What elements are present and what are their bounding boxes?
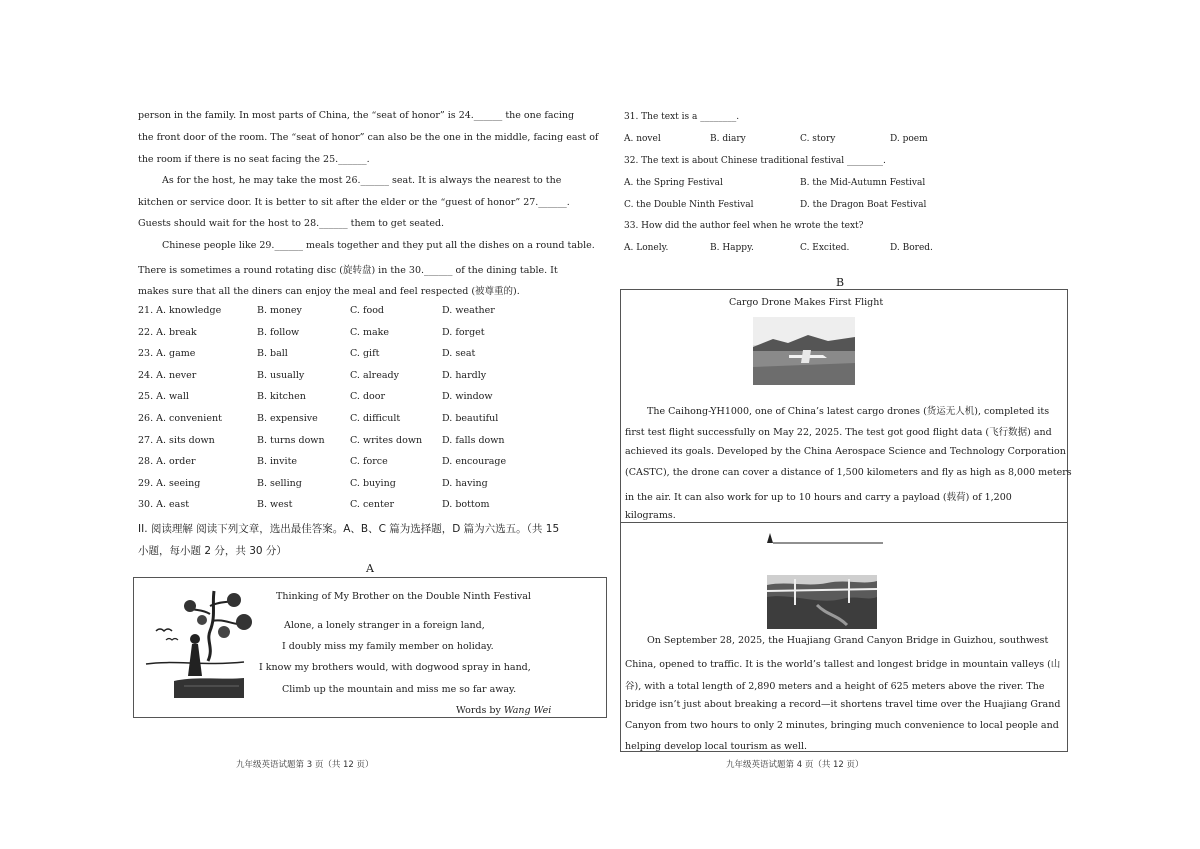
option-item[interactable]: D. having: [442, 477, 488, 489]
section-b-label: B: [836, 276, 845, 289]
option-32d[interactable]: D. the Dragon Boat Festival: [800, 200, 927, 210]
option-31b[interactable]: B. diary: [710, 134, 746, 144]
page-footer-3: 九年级英语试题第 3 页（共 12 页）: [236, 760, 374, 770]
passage-line: kitchen or service door. It is better to sit after the elder or the “guest of honor” 27.______.: [138, 197, 570, 208]
page-footer-4: 九年级英语试题第 4 页（共 12 页）: [726, 760, 864, 770]
option-item[interactable]: B. usually: [257, 369, 305, 381]
option-item[interactable]: D. beautiful: [442, 413, 499, 424]
option-item[interactable]: B. selling: [257, 477, 302, 489]
passage-line: the room if there is no seat facing the 25.______.: [138, 154, 370, 165]
news-line: achieved its goals. Developed by the China Aerospace Science and Technology Corporation: [625, 446, 1066, 457]
poem-credit-prefix: Words by: [456, 705, 504, 716]
poem-author: Wang Wei: [503, 705, 552, 716]
section-a-label: A: [366, 562, 374, 575]
option-item[interactable]: D. bottom: [442, 499, 490, 511]
news-line: in the air. It can also work for up to 10 hours and carry a payload (载荷) of 1,200: [625, 492, 1012, 503]
option-item[interactable]: C. food: [350, 305, 385, 316]
option-item[interactable]: B. west: [257, 499, 293, 511]
news-line: Canyon from two hours to only 2 minutes, bringing much convenience to local people and: [625, 720, 1059, 731]
option-item[interactable]: C. writes down: [350, 434, 423, 446]
option-31a[interactable]: A. novel: [624, 134, 661, 144]
option-item-a[interactable]: 27. A. sits down: [138, 434, 215, 446]
option-item-a[interactable]: 25. A. wall: [138, 391, 189, 403]
option-item[interactable]: B. expensive: [257, 413, 318, 424]
option-31d[interactable]: D. poem: [890, 134, 928, 144]
option-item[interactable]: C. difficult: [350, 413, 401, 424]
option-item[interactable]: D. forget: [442, 326, 485, 338]
option-32b[interactable]: B. the Mid-Autumn Festival: [800, 178, 926, 188]
option-item[interactable]: B. kitchen: [257, 391, 306, 403]
option-33a[interactable]: A. Lonely.: [624, 243, 669, 253]
news-line: On September 28, 2025, the Huajiang Grand Canyon Bridge in Guizhou, southwest: [647, 635, 1049, 646]
option-item[interactable]: B. invite: [257, 456, 298, 468]
passage-line: Guests should wait for the host to 28.______ them to get seated.: [138, 218, 445, 229]
news-line: first test flight successfully on May 22, 2025. The test got good flight data (飞行数据) and: [625, 427, 1052, 438]
news-line: bridge isn’t just about breaking a record—it shortens travel time over the Huajiang Grand: [625, 699, 1061, 710]
news-line: The Caihong-YH1000, one of China’s latest cargo drones (货运无人机), completed its: [647, 406, 1050, 417]
option-33b[interactable]: B. Happy.: [710, 243, 754, 253]
poem-box: [133, 577, 607, 718]
option-item[interactable]: C. door: [350, 391, 386, 403]
news-title-drone: Cargo Drone Makes First Flight: [729, 297, 884, 308]
option-item[interactable]: D. weather: [442, 305, 495, 316]
option-32c[interactable]: C. the Double Ninth Festival: [624, 200, 754, 210]
option-item[interactable]: B. follow: [257, 326, 300, 338]
reading-instruction: II. 阅读理解 阅读下列文章，选出最佳答案。A、B、C 篇为选择题，D 篇为六选五。（共 15: [138, 523, 560, 535]
option-item-a[interactable]: 24. A. never: [138, 369, 197, 381]
option-item[interactable]: B. ball: [257, 348, 288, 360]
question-33-stem: 33. How did the author feel when he wrote the text?: [624, 221, 864, 231]
news-box-bridge: [620, 522, 1068, 752]
title-blank-line: [765, 531, 885, 545]
option-31c[interactable]: C. story: [800, 134, 836, 144]
news-line: kilograms.: [625, 510, 676, 521]
passage-line: makes sure that all the diners can enjoy the meal and feel respected (被尊重的).: [138, 286, 520, 297]
poet-ink-illustration: [144, 586, 254, 706]
poem-credit: [456, 705, 551, 716]
drone-photo: [753, 317, 855, 385]
news-line: (CASTC), the drone can cover a distance of 1,500 kilometers and fly as high as 8,000 meters: [625, 467, 1072, 478]
poem-line: I know my brothers would, with dogwood spray in hand,: [259, 662, 531, 673]
question-32-stem: 32. The text is about Chinese traditional festival ________.: [624, 156, 886, 166]
question-31-stem: 31. The text is a ________.: [624, 112, 740, 122]
passage-line: person in the family. In most parts of China, the “seat of honor” is 24.______ the one facing: [138, 110, 575, 121]
option-item[interactable]: C. buying: [350, 477, 396, 489]
option-item[interactable]: B. turns down: [257, 434, 325, 446]
option-item-a[interactable]: 23. A. game: [138, 348, 196, 360]
bridge-photo: [767, 575, 877, 629]
option-item[interactable]: D. window: [442, 391, 493, 403]
reading-instruction-cont: 小题，每小题 2 分，共 30 分）: [138, 545, 287, 557]
option-item[interactable]: C. center: [350, 499, 395, 511]
passage-line: As for the host, he may take the most 26.______ seat. It is always the nearest to the: [162, 175, 562, 186]
passage-line: Chinese people like 29.______ meals together and they put all the dishes on a round table.: [162, 240, 595, 251]
news-line: China, opened to traffic. It is the world’s tallest and longest bridge in mountain valleys (山: [625, 659, 1061, 670]
option-item[interactable]: C. gift: [350, 348, 380, 360]
option-item[interactable]: C. force: [350, 456, 388, 468]
option-item[interactable]: B. money: [257, 305, 302, 316]
poem-line: I doubly miss my family member on holiday.: [282, 641, 494, 652]
passage-line: the front door of the room. The “seat of honor” can also be the one in the middle, facing east of: [138, 132, 599, 143]
option-item-a[interactable]: 21. A. knowledge: [138, 305, 222, 316]
option-item-a[interactable]: 30. A. east: [138, 499, 190, 511]
option-item-a[interactable]: 22. A. break: [138, 326, 197, 338]
news-line: 谷), with a total length of 2,890 meters and a height of 625 meters above the river. The: [625, 681, 1045, 692]
option-item-a[interactable]: 29. A. seeing: [138, 477, 201, 489]
option-item[interactable]: D. hardly: [442, 369, 487, 381]
option-item-a[interactable]: 26. A. convenient: [138, 413, 222, 424]
option-item-a[interactable]: 28. A. order: [138, 456, 196, 468]
option-33c[interactable]: C. Excited.: [800, 243, 850, 253]
news-box-drone: [620, 289, 1072, 523]
option-33d[interactable]: D. Bored.: [890, 243, 933, 253]
option-item[interactable]: C. make: [350, 326, 390, 338]
poem-line: Climb up the mountain and miss me so far away.: [282, 684, 517, 695]
option-item[interactable]: D. falls down: [442, 434, 505, 446]
news-line: helping develop local tourism as well.: [625, 741, 808, 752]
option-32a[interactable]: A. the Spring Festival: [624, 178, 723, 188]
poem-line: Alone, a lonely stranger in a foreign land,: [284, 620, 485, 631]
passage-line: There is sometimes a round rotating disc (旋转盘) in the 30.______ of the dining table. It: [138, 265, 558, 276]
option-item[interactable]: D. seat: [442, 348, 476, 360]
poem-title: Thinking of My Brother on the Double Ninth Festival: [276, 591, 531, 602]
option-item[interactable]: D. encourage: [442, 456, 507, 468]
option-item[interactable]: C. already: [350, 369, 399, 381]
